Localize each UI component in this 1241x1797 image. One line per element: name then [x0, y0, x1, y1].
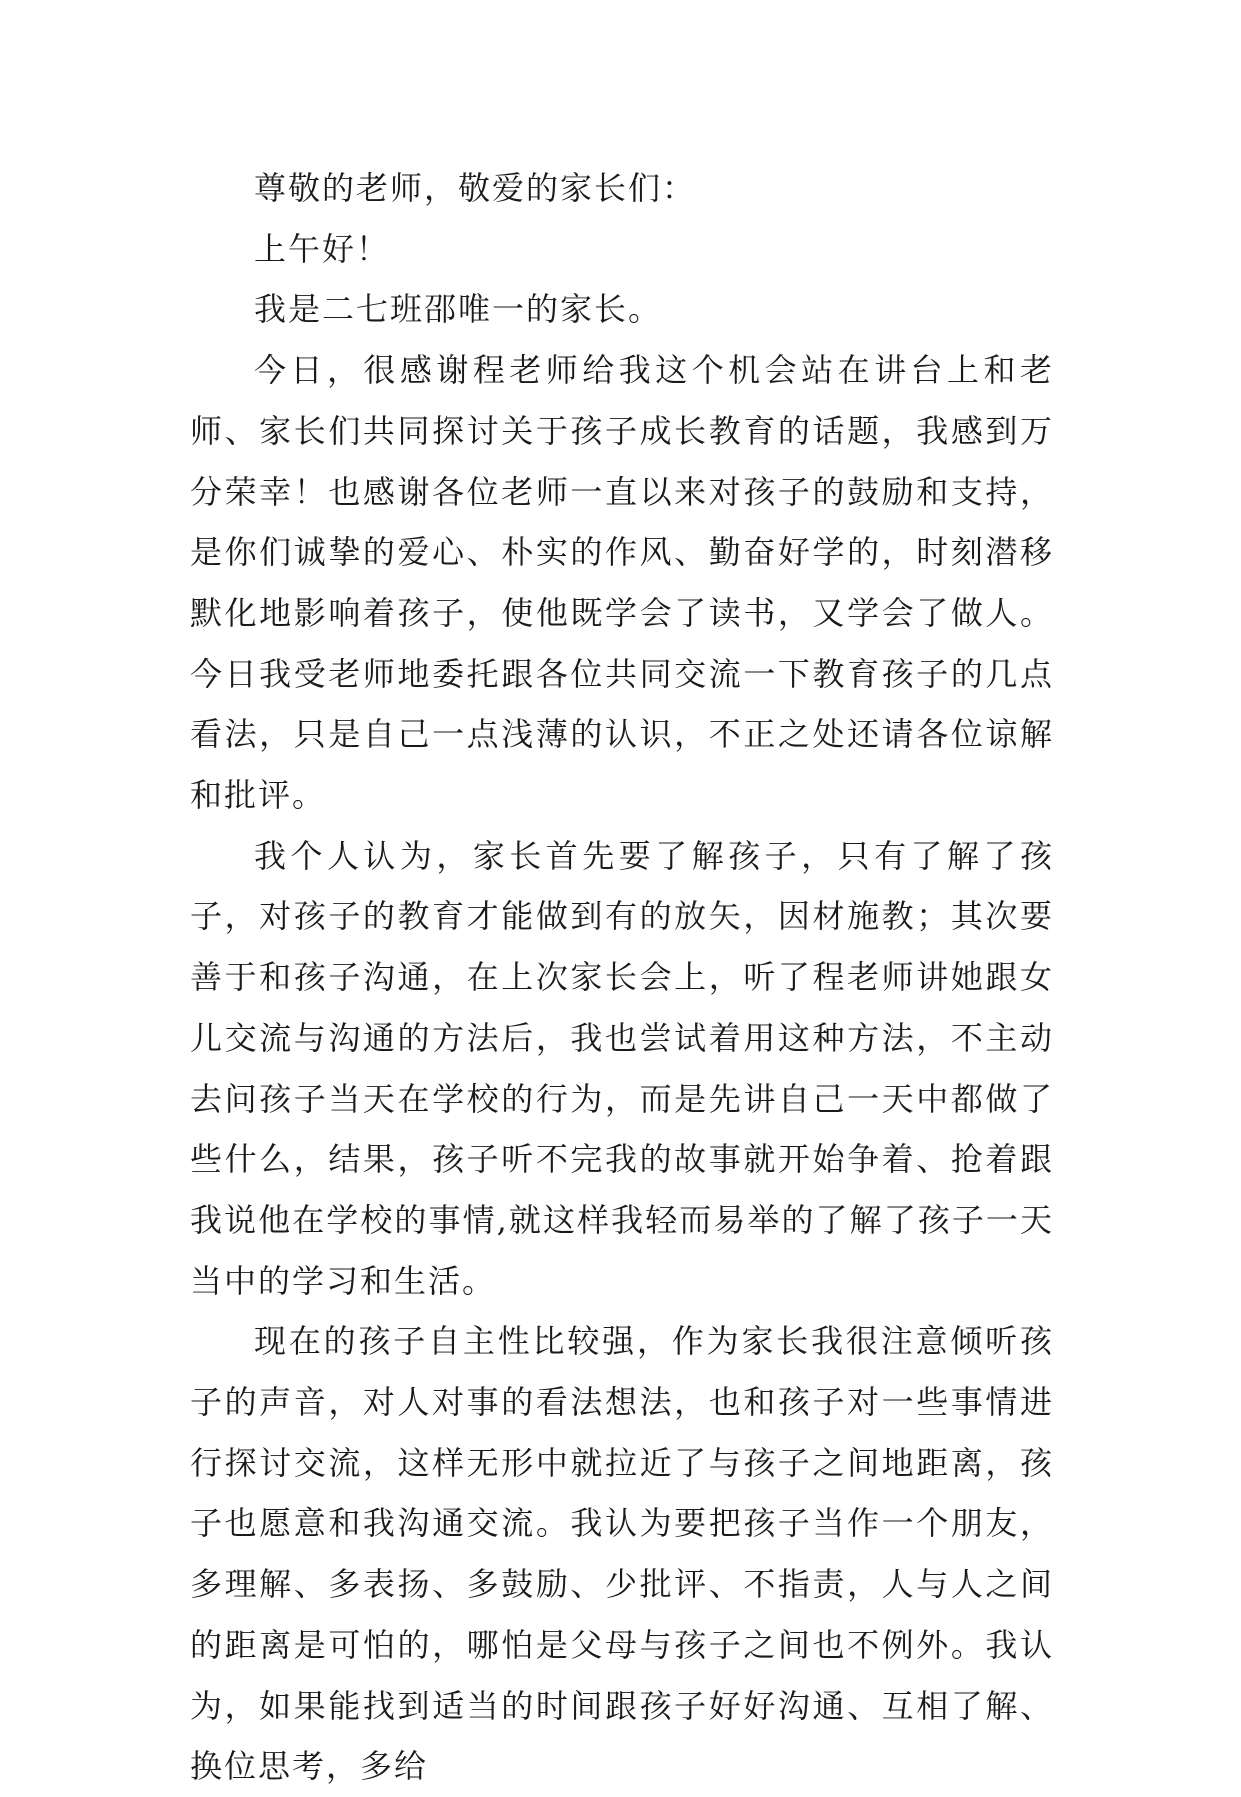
body-paragraph-understanding: 我个人认为，家长首先要了解孩子，只有了解了孩子，对孩子的教育才能做到有的放矢，因材施教；其次要善于和孩子沟通，在上次家长会上，听了程老师讲她跟女儿交流与沟通的方法后，我也尝试着用这种方法，不主动去问孩子当天在学校的行为，而是先讲自己一天中都做了些什么，结果，孩子听不完我的故事就开始争着、抢着跟我说他在学校的事情,就这样我轻而易举的了解了孩子一天当中的学习和生活。	[190, 836, 1054, 1300]
body-paragraph-communication: 现在的孩子自主性比较强，作为家长我很注意倾听孩子的声音，对人对事的看法想法，也和孩子对一些事情进行探讨交流，这样无形中就拉近了与孩子之间地距离，孩子也愿意和我沟通交流。我认为要把孩子当作一个朋友，多理解、多表扬、多鼓励、少批评、不指责，人与人之间的距离是可怕的，哪怕是父母与孩子之间也不例外。我认为，如果能找到适当的时间跟孩子好好沟通、互相了解、换位思考，多给	[190, 1322, 1054, 1786]
document-body	[190, 158, 1054, 1797]
self-introduction: 我是二七班邵唯一的家长。	[254, 290, 663, 329]
greeting: 上午好！	[254, 229, 391, 268]
body-paragraph-thanks: 今日，很感谢程老师给我这个机会站在讲台上和老师、家长们共同探讨关于孩子成长教育的话题，我感到万分荣幸！也感谢各位老师一直以来对孩子的鼓励和支持，是你们诚挚的爱心、朴实的作风、勤奋好学的，时刻潜移默化地影响着孩子，使他既学会了读书，又学会了做人。今日我受老师地委托跟各位共同交流一下教育孩子的几点看法，只是自己一点浅薄的认识，不正之处还请各位谅解和批评。	[190, 351, 1054, 815]
salutation: 尊敬的老师，敬爱的家长们：	[254, 169, 697, 207]
